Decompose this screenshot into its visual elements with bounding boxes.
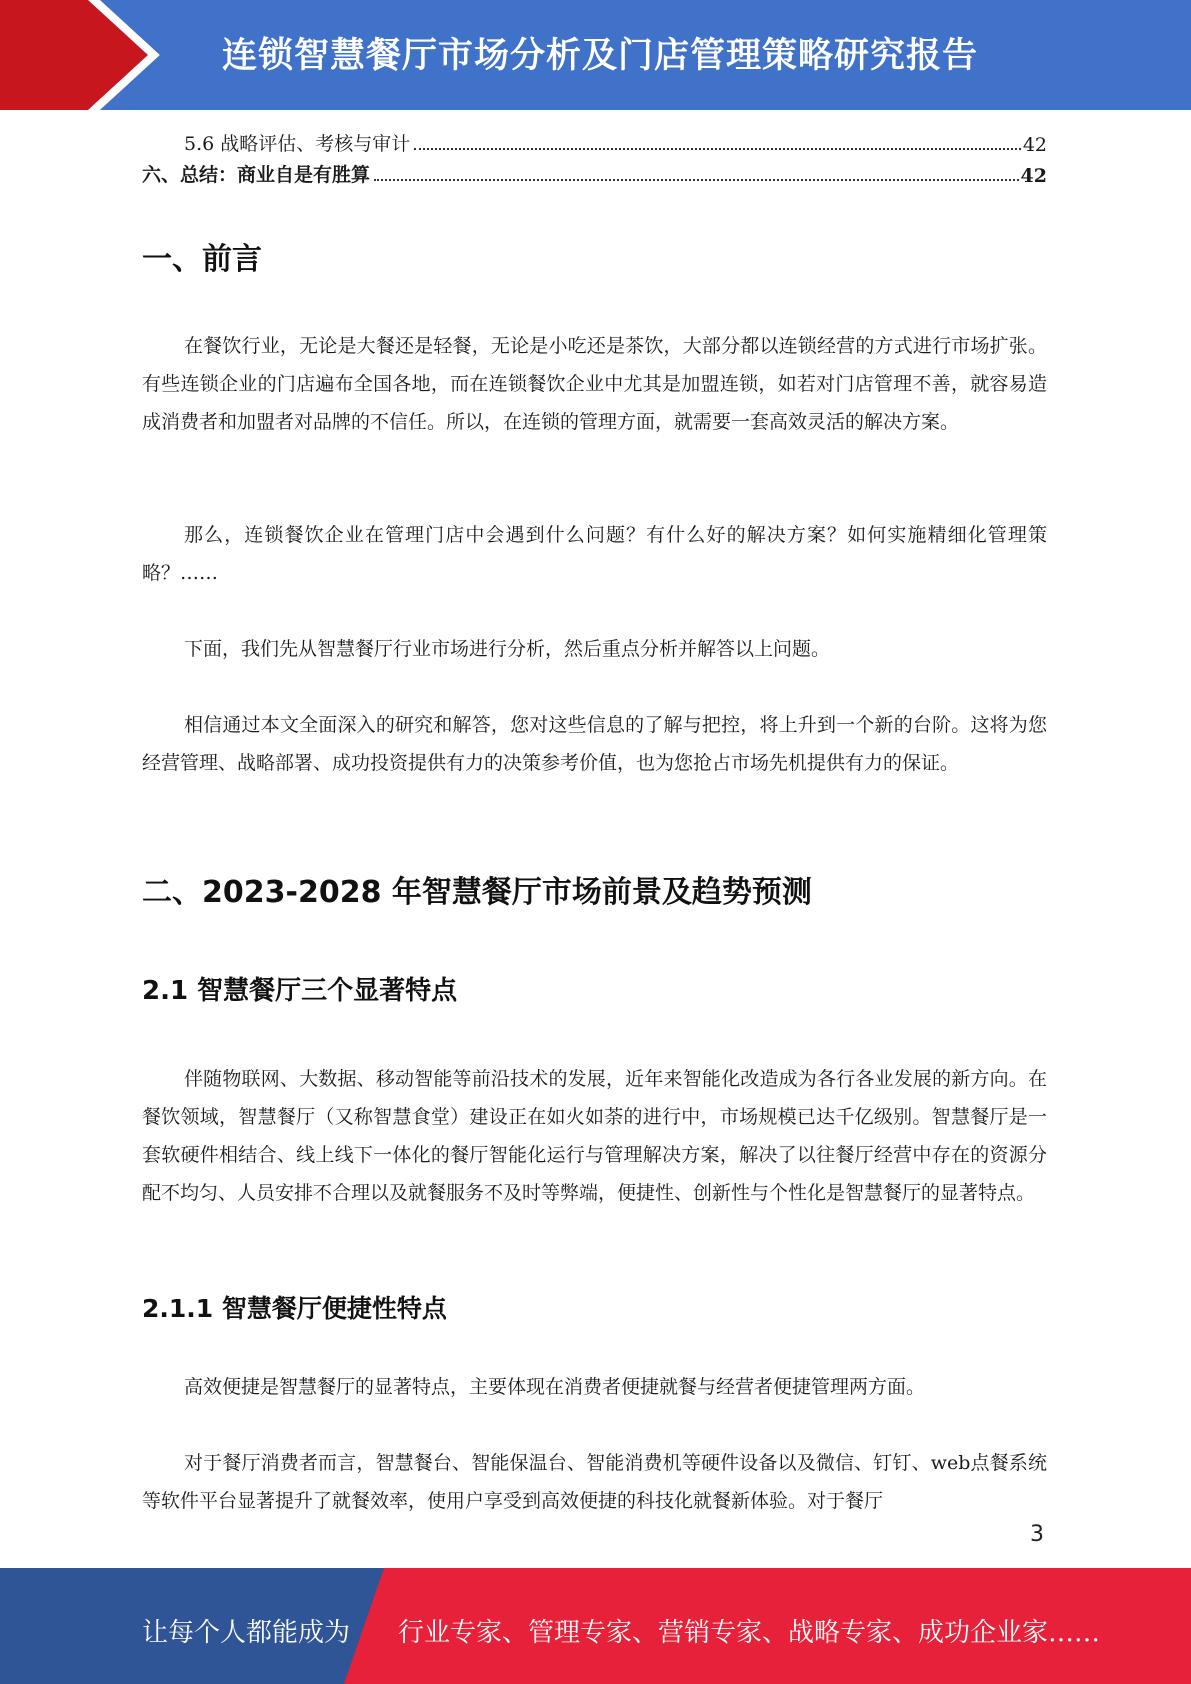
subsection-heading: 2.1 智慧餐厅三个显著特点 — [142, 976, 458, 1006]
footer-slogan-right: 行业专家、管理专家、营销专家、战略专家、成功企业家…… — [398, 1618, 1101, 1648]
page-footer — [0, 1568, 1191, 1684]
paragraph: 在餐饮行业，无论是大餐还是轻餐，无论是小吃还是茶饮，大部分都以连锁经营的方式进行市场扩张。有些连锁企业的门店遍布全国各地，而在连锁餐饮企业中尤其是加盟连锁，如若对门店管理不善，就容易造成消费者和加盟者对品牌的不信任。所以，在连锁的管理方面，就需要一套高效灵活的解决方案。 — [142, 335, 1047, 433]
page-header — [0, 0, 1191, 110]
toc-entry[interactable] — [142, 159, 1047, 187]
toc-entry-text: 5.6 战略评估、考核与审计 — [184, 133, 411, 155]
toc-leader-dots — [414, 148, 1021, 150]
paragraph: 对于餐厅消费者而言，智慧餐台、智能保温台、智能消费机等硬件设备以及微信、钉钉、web点餐系统等软件平台显著提升了就餐效率，使用户享受到高效便捷的科技化就餐新体验。对于餐厅 — [142, 1452, 1047, 1512]
toc-entry-page: 42 — [1022, 134, 1047, 156]
report-title: 连锁智慧餐厅市场分析及门店管理策略研究报告 — [222, 36, 979, 76]
toc-entry[interactable] — [142, 128, 1047, 156]
toc-leader-dots — [374, 179, 1019, 181]
section-heading: 一、前言 — [142, 242, 262, 277]
page-number: 3 — [1030, 1522, 1044, 1547]
paragraph: 高效便捷是智慧餐厅的显著特点，主要体现在消费者便捷就餐与经营者便捷管理两方面。 — [184, 1376, 926, 1398]
paragraph: 下面，我们先从智慧餐厅行业市场进行分析，然后重点分析并解答以上问题。 — [184, 638, 831, 660]
subsubsection-heading: 2.1.1 智慧餐厅便捷性特点 — [142, 1294, 447, 1323]
toc-entry-text: 六、总结：商业自是有胜算 — [142, 164, 371, 186]
paragraph: 相信通过本文全面深入的研究和解答，您对这些信息的了解与把控，将上升到一个新的台阶。这将为您经营管理、战略部署、成功投资提供有力的决策参考价值，也为您抢占市场先机提供有力的保证。 — [142, 714, 1047, 774]
section-heading: 二、2023-2028 年智慧餐厅市场前景及趋势预测 — [142, 875, 812, 910]
paragraph: 那么，连锁餐饮企业在管理门店中会遇到什么问题？有什么好的解决方案？如何实施精细化管理策略？…… — [142, 524, 1047, 584]
paragraph: 伴随物联网、大数据、移动智能等前沿技术的发展，近年来智能化改造成为各行各业发展的新方向。在餐饮领域，智慧餐厅（又称智慧食堂）建设正在如火如荼的进行中，市场规模已达千亿级别。智慧餐厅是一套软硬件相结合、线上线下一体化的餐厅智能化运行与管理解决方案，解决了以往餐厅经营中存在的资源分配不均匀、人员安排不合理以及就餐服务不及时等弊端，便捷性、创新性与个性化是智慧餐厅的显著特点。 — [142, 1068, 1047, 1204]
toc-entry-page: 42 — [1020, 165, 1047, 187]
footer-slogan-left: 让每个人都能成为 — [142, 1618, 351, 1648]
